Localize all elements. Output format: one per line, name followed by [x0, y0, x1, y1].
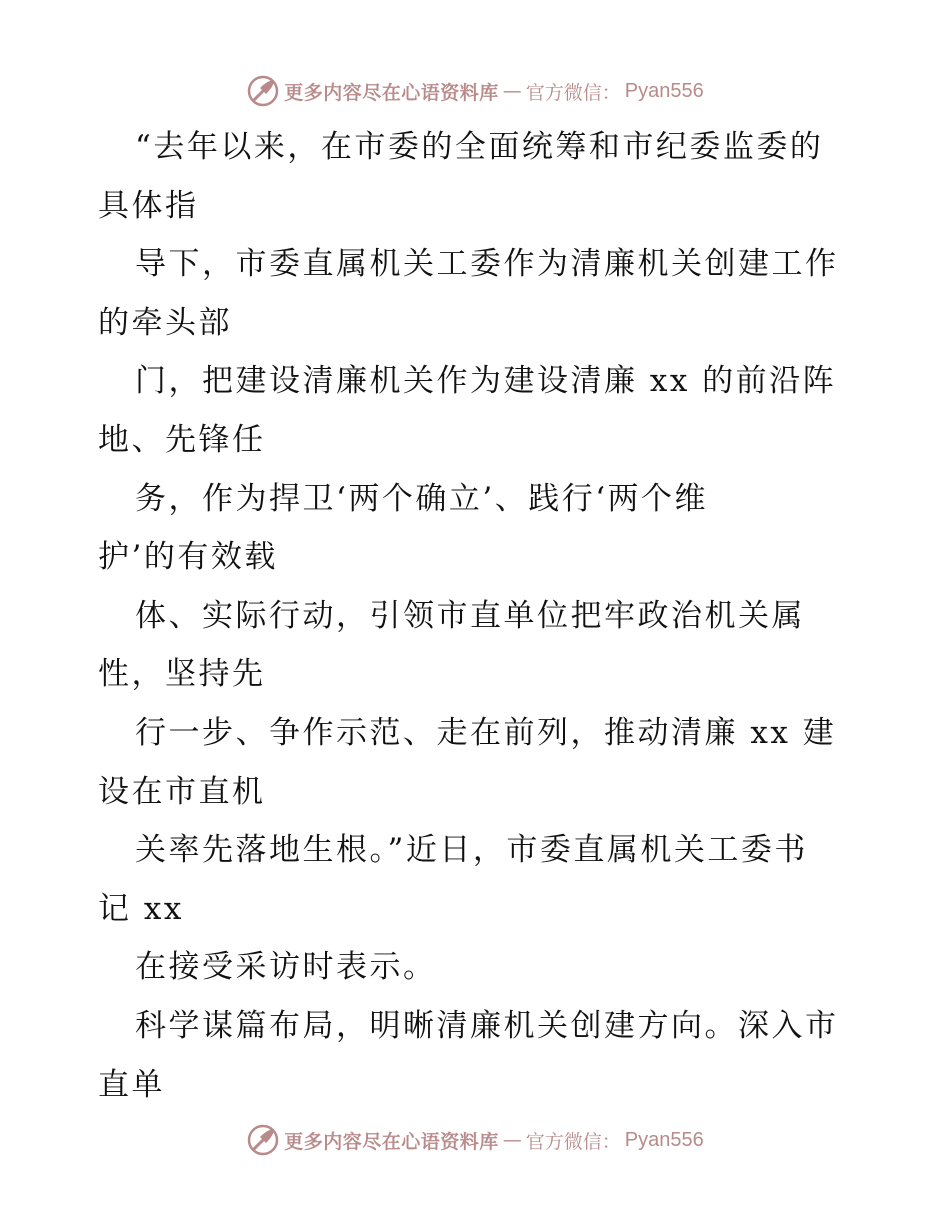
banner-wechat-id: Pyan556 [624, 1128, 704, 1151]
text-line: 性，坚持先 [98, 656, 266, 693]
banner-dash: — [502, 1129, 522, 1151]
text-line: 设在市直机 [98, 773, 266, 810]
text-line: 记 xx [98, 890, 184, 927]
text-line: 体、实际行动，引领市直单位把牢政治机关属 [135, 597, 805, 634]
text-line: 具体指 [98, 187, 199, 224]
text-line: 导下，市委直属机关工委作为清廉机关创建工作 [135, 246, 839, 283]
footer-watermark-banner [0, 1120, 950, 1160]
banner-main-text: 更多内容尽在心语资料库 [284, 81, 499, 104]
banner-wechat-label: 官方微信： [525, 81, 621, 104]
text-line: 直单 [98, 1066, 165, 1103]
banner-dash: — [502, 80, 522, 102]
header-watermark-banner [0, 71, 950, 111]
text-line: 的牵头部 [98, 304, 232, 341]
banner-wechat-id: Pyan556 [624, 79, 704, 102]
text-line: 地、先锋任 [98, 421, 266, 458]
document-body [98, 118, 858, 1114]
text-line: “去年以来，在市委的全面统筹和市纪委监委的 [135, 129, 824, 165]
text-line: 门，把建设清廉机关作为建设清廉 xx 的前沿阵 [135, 363, 837, 400]
text-line: 务，作为捍卫‘两个确立’、践行‘两个维 [135, 480, 709, 517]
quill-logo-icon [246, 1123, 280, 1157]
banner-main-text: 更多内容尽在心语资料库 [284, 1130, 499, 1153]
text-line: 行一步、争作示范、走在前列，推动清廉 xx 建 [135, 714, 837, 751]
text-line: 在接受采访时表示。 [135, 949, 437, 986]
text-line: 护’的有效载 [98, 539, 278, 576]
quill-logo-icon [246, 74, 280, 108]
banner-wechat-label: 官方微信： [525, 1130, 621, 1153]
text-line: 科学谋篇布局，明晰清廉机关创建方向。深入市 [135, 1007, 839, 1044]
text-line: 关率先落地生根。”近日，市委直属机关工委书 [135, 832, 808, 869]
